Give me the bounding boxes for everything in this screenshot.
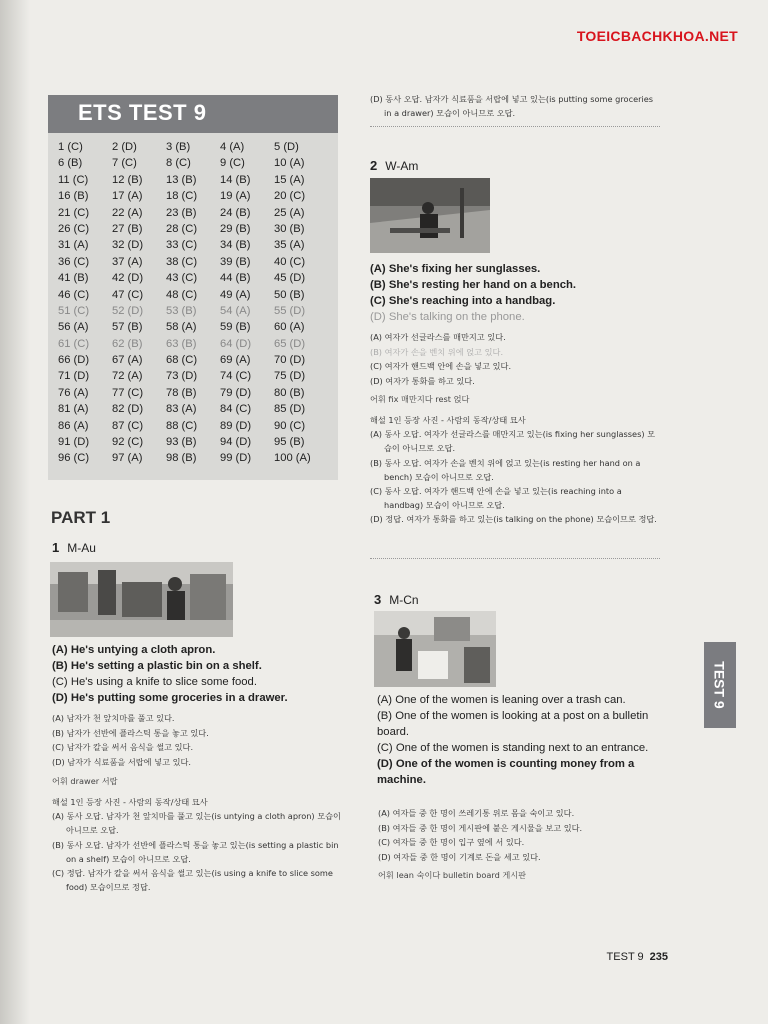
answer-cell: 23 (B) — [166, 206, 197, 219]
test-tab-label: TEST 9 — [712, 661, 728, 709]
question-3-options — [377, 692, 665, 788]
answer-cell: 56 (A) — [58, 321, 89, 334]
answer-cell: 15 (A) — [274, 173, 305, 186]
speaker-label: M-Cn — [389, 593, 419, 607]
answer-cell: 30 (B) — [274, 222, 305, 235]
answer-cell: 36 (C) — [58, 255, 90, 268]
answer-cell: 82 (D) — [112, 403, 144, 416]
answer-cell: 71 (D) — [58, 370, 90, 383]
answer-cell: 87 (C) — [112, 419, 144, 432]
answer-cell: 86 (A) — [58, 419, 89, 432]
answer-row — [58, 157, 328, 173]
answer-cell: 66 (D) — [58, 354, 90, 367]
answer-cell: 38 (C) — [166, 255, 198, 268]
option-c: (C) One of the women is standing next to an entrance. — [377, 742, 649, 754]
answer-cell: 97 (A) — [112, 452, 143, 465]
answer-cell: 42 (D) — [112, 272, 144, 285]
part-title: PART 1 — [51, 508, 111, 527]
translation-c: (C) 여자들 중 한 명이 입구 옆에 서 있다. — [378, 837, 525, 847]
answer-cell: 33 (C) — [166, 239, 198, 252]
option-b: (B) He's setting a plastic bin on a shelf. — [52, 660, 262, 672]
answer-cell: 22 (A) — [112, 206, 143, 219]
answer-cell: 39 (B) — [220, 255, 251, 268]
option-d: (D) She's talking on the phone. — [370, 311, 525, 323]
answer-cell: 58 (A) — [166, 321, 197, 334]
answer-cell: 27 (B) — [112, 222, 143, 235]
answer-cell: 63 (B) — [166, 337, 197, 350]
question-number: 1 — [52, 540, 60, 555]
answer-cell: 31 (A) — [58, 239, 89, 252]
answer-cell: 4 (A) — [220, 141, 245, 153]
answer-cell: 59 (B) — [220, 321, 251, 334]
answer-cell: 46 (C) — [58, 288, 90, 301]
answer-row — [58, 387, 328, 403]
answer-cell: 50 (B) — [274, 288, 305, 301]
answer-cell: 96 (C) — [58, 452, 90, 465]
question-2-options — [370, 261, 576, 325]
explanation-c: (C) 동사 오답. 여자가 핸드백 안에 손을 넣고 있는(is reaching into a handbag) 모습이 아니므로 오답. — [370, 486, 622, 511]
question-1-options — [52, 642, 288, 706]
answer-key-header — [48, 95, 338, 133]
explanation-heading: 해설 1인 등장 사진 - 사람의 동작/상태 묘사 — [370, 415, 526, 425]
divider — [370, 558, 660, 559]
speaker-label: M-Au — [67, 541, 96, 555]
answer-cell: 11 (C) — [58, 173, 89, 186]
answer-cell: 70 (D) — [274, 354, 306, 367]
explanation-d: (D) 정답. 여자가 통화를 하고 있는(is talking on the phone) 모습이므로 정답. — [370, 514, 657, 525]
answer-key-title: ETS TEST 9 — [78, 100, 207, 125]
answer-cell: 26 (C) — [58, 222, 90, 235]
page-number: 235 — [649, 951, 668, 963]
answer-cell: 29 (B) — [220, 222, 251, 235]
answer-row — [58, 370, 328, 386]
question-3-photo — [374, 611, 496, 687]
translation-b: (B) 여자들 중 한 명이 게시판에 붙은 게시물을 보고 있다. — [378, 822, 583, 833]
answer-cell: 8 (C) — [166, 157, 191, 170]
answer-cell: 28 (C) — [166, 222, 198, 235]
question-1-photo — [50, 562, 233, 637]
answer-cell: 44 (B) — [220, 272, 251, 285]
answer-row — [58, 403, 328, 419]
answer-row — [58, 223, 328, 239]
option-d: (D) One of the women is counting money from a machine. — [377, 758, 635, 786]
answer-cell: 83 (A) — [166, 403, 197, 416]
answer-row — [58, 272, 328, 288]
answer-cell: 99 (D) — [220, 452, 252, 465]
answer-row — [58, 207, 328, 223]
answer-cell: 81 (A) — [58, 403, 89, 416]
answer-cell: 47 (C) — [112, 288, 144, 301]
explanation-a: (A) 동사 오답. 남자가 천 앞치마를 풀고 있는(is untying a cloth apron) 모습이 아니므로 오답. — [52, 811, 341, 836]
answer-cell: 76 (A) — [58, 386, 89, 399]
answer-cell: 78 (B) — [166, 386, 197, 399]
translation-d: (D) 여자들 중 한 명이 기계로 돈을 세고 있다. — [378, 851, 541, 862]
question-number: 3 — [374, 592, 382, 607]
answer-cell: 79 (D) — [220, 386, 252, 399]
answer-cell: 60 (A) — [274, 321, 305, 334]
answer-cell: 48 (C) — [166, 288, 198, 301]
translation-d: (D) 남자가 식료품을 서랍에 넣고 있다. — [52, 756, 192, 767]
answer-row — [58, 289, 328, 305]
question-3-header — [374, 592, 419, 607]
answer-cell: 49 (A) — [220, 288, 251, 301]
answer-cell: 52 (D) — [112, 304, 144, 317]
answer-cell: 75 (D) — [274, 370, 306, 383]
answer-cell: 34 (B) — [220, 239, 251, 252]
answer-cell: 2 (D) — [112, 141, 137, 153]
answer-row — [58, 305, 328, 321]
answer-cell: 73 (D) — [166, 370, 198, 383]
answer-row — [58, 420, 328, 436]
answer-cell: 53 (B) — [166, 304, 197, 317]
question-1-vocab: 어휘 drawer 서랍 — [52, 776, 118, 786]
translation-c: (C) 남자가 칼을 써서 음식을 썰고 있다. — [52, 742, 194, 752]
option-a: (A) He's untying a cloth apron. — [52, 644, 216, 656]
answer-row — [58, 190, 328, 206]
answer-cell: 37 (A) — [112, 255, 143, 268]
answer-cell: 98 (B) — [166, 452, 197, 465]
answer-cell: 17 (A) — [112, 190, 143, 203]
answer-row — [58, 174, 328, 190]
answer-cell: 85 (D) — [274, 403, 306, 416]
answer-cell: 16 (B) — [58, 190, 89, 203]
answer-cell: 40 (C) — [274, 255, 306, 268]
answer-cell: 32 (D) — [112, 239, 144, 252]
question-2-header — [370, 158, 418, 173]
translation-a: (A) 여자가 선글라스를 매만지고 있다. — [370, 332, 506, 342]
answer-row — [58, 256, 328, 272]
answer-cell: 54 (A) — [220, 304, 251, 317]
question-1-header — [52, 540, 96, 555]
explanation-b: (B) 동사 오답. 남자가 선반에 플라스틱 통을 놓고 있는(is setting a plastic bin on a shelf) 모습이 아니므로 오답. — [52, 839, 339, 864]
option-d: (D) He's putting some groceries in a drawer. — [52, 692, 288, 704]
option-b: (B) One of the women is looking at a post on a bulletin board. — [377, 710, 649, 738]
translation-a: (A) 남자가 천 앞치마를 풀고 있다. — [52, 713, 175, 723]
site-watermark: TOEICBACHKHOA.NET — [576, 28, 738, 44]
explanation-b: (B) 동사 오답. 여자가 손을 벤치 위에 얹고 있는(is resting her hand on a bench) 모습이 아니므로 오답. — [370, 457, 641, 482]
answer-cell: 19 (A) — [220, 190, 251, 203]
test-section-tab — [704, 642, 736, 728]
answer-cell: 35 (A) — [274, 239, 305, 252]
answer-cell: 64 (D) — [220, 337, 252, 350]
option-a: (A) She's fixing her sunglasses. — [370, 263, 541, 275]
answer-cell: 88 (C) — [166, 419, 198, 432]
answer-cell: 7 (C) — [112, 157, 137, 170]
question-1-translations — [52, 711, 209, 769]
answer-row — [58, 321, 328, 337]
translation-a: (A) 여자들 중 한 명이 쓰레기통 위로 몸을 숙이고 있다. — [378, 808, 575, 818]
answer-cell: 9 (C) — [220, 157, 245, 170]
answer-cell: 45 (D) — [274, 272, 306, 285]
answer-cell: 93 (B) — [166, 436, 197, 449]
answer-cell: 95 (B) — [274, 436, 305, 449]
option-b: (B) She's resting her hand on a bench. — [370, 279, 577, 291]
answer-cell: 94 (D) — [220, 436, 252, 449]
question-2-explanation — [370, 413, 662, 527]
question-2-photo — [370, 178, 490, 253]
question-3-translations — [378, 806, 582, 864]
explanation-a: (A) 동사 오답. 여자가 선글라스를 매만지고 있는(is fixing her sunglasses) 모습이 아니므로 오답. — [370, 429, 656, 454]
question-2-translations — [370, 330, 511, 388]
answer-cell: 91 (D) — [58, 436, 90, 449]
answer-cell: 74 (C) — [220, 370, 252, 383]
answer-cell: 5 (D) — [274, 141, 299, 153]
answer-cell: 14 (B) — [220, 173, 251, 186]
answer-cell: 100 (A) — [274, 452, 311, 465]
answer-cell: 62 (B) — [112, 337, 143, 350]
answer-cell: 21 (C) — [58, 206, 90, 219]
answer-cell: 84 (C) — [220, 403, 252, 416]
answer-cell: 67 (A) — [112, 354, 143, 367]
answer-cell: 65 (D) — [274, 337, 306, 350]
divider — [370, 126, 660, 127]
explanation-d: (D) 동사 오답. 남자가 식료품을 서랍에 넣고 있는(is putting some groceries in a drawer) 모습이 아니므로 오답. — [370, 94, 654, 119]
answer-cell: 61 (C) — [58, 337, 90, 350]
question-3-vocab: 어휘 lean 숙이다 bulletin board 게시판 — [378, 870, 527, 880]
answer-cell: 55 (D) — [274, 304, 306, 317]
answer-row — [58, 354, 328, 370]
question-2-vocab: 어휘 fix 매만지다 rest 얹다 — [370, 394, 470, 404]
answer-cell: 57 (B) — [112, 321, 143, 334]
translation-b: (B) 남자가 선반에 플라스틱 통을 놓고 있다. — [52, 727, 209, 738]
answer-cell: 13 (B) — [166, 173, 197, 186]
page-footer — [607, 951, 668, 963]
answer-cell: 1 (C) — [58, 141, 83, 153]
answer-key-box — [48, 95, 338, 480]
translation-c: (C) 여자가 핸드백 안에 손을 넣고 있다. — [370, 361, 512, 371]
question-number: 2 — [370, 158, 378, 173]
answer-cell: 10 (A) — [274, 157, 305, 170]
answer-row — [58, 452, 328, 468]
question-1-explanation-continued — [370, 92, 660, 120]
answer-cell: 51 (C) — [58, 304, 90, 317]
answer-row — [58, 141, 328, 157]
answer-cell: 3 (B) — [166, 141, 191, 153]
answer-cell: 24 (B) — [220, 206, 251, 219]
answer-cell: 25 (A) — [274, 206, 305, 219]
answer-row — [58, 239, 328, 255]
answer-grid — [58, 141, 328, 469]
answer-cell: 77 (C) — [112, 386, 144, 399]
explanation-heading: 해설 1인 등장 사진 - 사람의 동작/상태 묘사 — [52, 797, 208, 807]
footer-label: TEST 9 — [606, 951, 644, 963]
question-1-explanation — [52, 795, 344, 894]
speaker-label: W-Am — [385, 159, 419, 173]
answer-row — [58, 436, 328, 452]
explanation-c: (C) 정답. 남자가 칼을 써서 음식을 썰고 있는(is using a knife to slice some food) 모습이므로 정답. — [52, 868, 333, 893]
option-a: (A) One of the women is leaning over a trash can. — [377, 694, 626, 706]
answer-cell: 6 (B) — [58, 157, 83, 170]
answer-cell: 72 (A) — [112, 370, 143, 383]
translation-b: (B) 여자가 손을 벤치 위에 얹고 있다. — [370, 346, 504, 357]
option-c: (C) He's using a knife to slice some food. — [52, 676, 257, 688]
answer-cell: 68 (C) — [166, 354, 198, 367]
answer-row — [58, 338, 328, 354]
page-binding-shadow — [0, 0, 30, 1024]
answer-cell: 41 (B) — [58, 272, 89, 285]
answer-cell: 20 (C) — [274, 190, 306, 203]
answer-cell: 80 (B) — [274, 386, 305, 399]
answer-cell: 12 (B) — [112, 173, 143, 186]
answer-cell: 18 (C) — [166, 190, 198, 203]
answer-cell: 89 (D) — [220, 419, 252, 432]
answer-cell: 92 (C) — [112, 436, 144, 449]
answer-cell: 69 (A) — [220, 354, 251, 367]
translation-d: (D) 여자가 통화를 하고 있다. — [370, 375, 475, 386]
option-c: (C) She's reaching into a handbag. — [370, 295, 556, 307]
answer-cell: 43 (C) — [166, 272, 198, 285]
answer-cell: 90 (C) — [274, 419, 306, 432]
